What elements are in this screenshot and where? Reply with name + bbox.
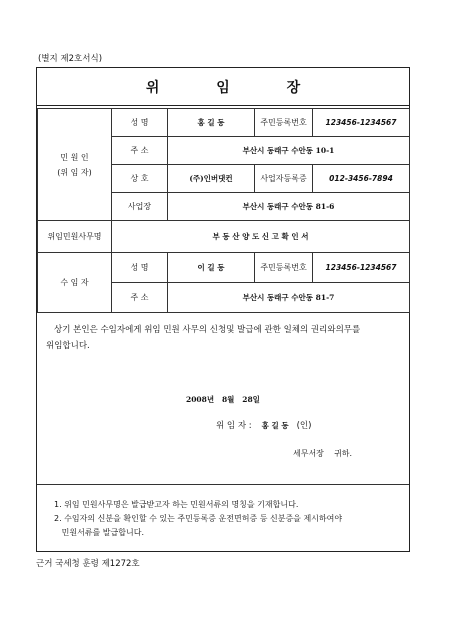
delegator-group-label (38, 109, 112, 221)
note-1: 1. 위임 민원사무명은 발급받고자 하는 민원서류의 명칭을 기재합니다. (54, 500, 299, 509)
delegator-rrn-label: 주민등록번호 (255, 109, 313, 137)
table-row (38, 253, 410, 283)
table-row (38, 109, 410, 137)
statement-line1: 상기 본인은 수임자에게 위임 민원 사무의 신청및 발급에 관한 일체의 권리와의무를 (54, 325, 361, 335)
delegate-group-label: 수 임 자 (38, 253, 112, 313)
note-3: 민원서류를 발급합니다. (54, 528, 144, 537)
delegator-signature (216, 419, 311, 431)
delegate-address-label: 주 소 (112, 283, 168, 313)
delegator-address-label: 주 소 (112, 137, 168, 165)
delegator-bizreg-label: 사업자등록증 (255, 165, 313, 193)
delegator-address-value: 부산시 동래구 수안동 10-1 (168, 137, 410, 165)
delegator-rrn-value: 123456-1234567 (313, 109, 410, 137)
page-title: 위 임 장 (37, 68, 409, 106)
task-label: 위임민원사무명 (38, 221, 112, 253)
delegate-rrn-value: 123456-1234567 (313, 253, 410, 283)
recipient: 세무서장 귀하. (293, 449, 353, 458)
task-value: 부 동 산 양 도 신 고 확 인 서 (112, 221, 410, 253)
delegate-address-value: 부산시 동래구 수안동 81-7 (168, 283, 410, 313)
delegator-company-value: (주)인버댓컨 (168, 165, 255, 193)
delegate-name-value: 이 길 동 (168, 253, 255, 283)
delegate-rrn-label: 주민등록번호 (255, 253, 313, 283)
statement-line2: 위임합니다. (46, 341, 90, 351)
delegator-company-label: 상 호 (112, 165, 168, 193)
delegator-workplace-value: 부산시 동래구 수안동 81-6 (168, 193, 410, 221)
notes-divider (37, 484, 409, 485)
table-row (38, 221, 410, 253)
date: 2008년 8월 28일 (186, 395, 260, 404)
delegator-name-label: 성 명 (112, 109, 168, 137)
delegator-group-line2: (위 임 자) (57, 167, 92, 177)
note-2: 2. 수임자의 신분을 확인할 수 있는 주민등록증 운전면허증 등 신분증을 제시하여야 (54, 514, 343, 523)
statement (46, 322, 401, 354)
delegator-name-value: 홍 길 동 (168, 109, 255, 137)
footer-reference: 근거 국세청 훈령 제1272호 (36, 559, 140, 569)
delegator-sign-name: 홍 길 동 (261, 421, 289, 430)
delegator-group-line1: 민 원 인 (60, 152, 89, 162)
form-code: (별지 제2호서식) (38, 54, 103, 64)
delegation-table (37, 108, 410, 313)
delegator-bizreg-value: 012-3456-7894 (313, 165, 410, 193)
delegator-sign-label: 위 임 자 : (216, 421, 252, 431)
delegate-name-label: 성 명 (112, 253, 168, 283)
delegator-seal: (인) (296, 421, 312, 431)
delegator-workplace-label: 사업장 (112, 193, 168, 221)
